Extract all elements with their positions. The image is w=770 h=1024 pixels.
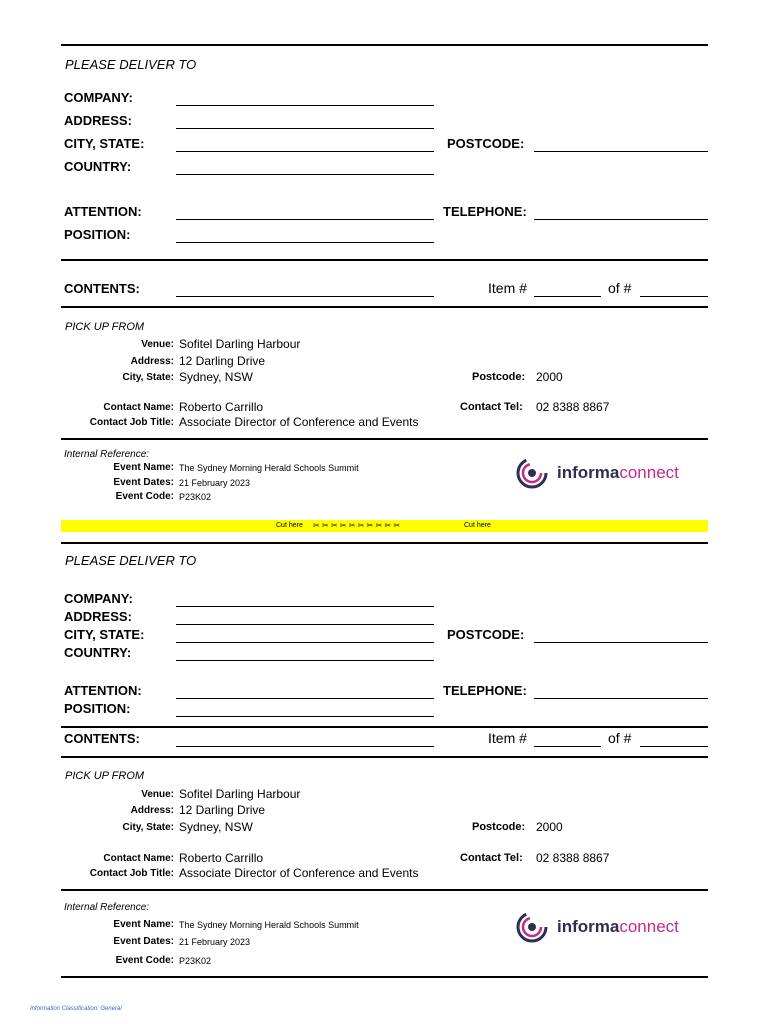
postcode-field[interactable] bbox=[534, 642, 708, 643]
logo-word-connect: connect bbox=[619, 917, 679, 936]
bottom-rule bbox=[61, 976, 708, 978]
postcode-label: POSTCODE: bbox=[447, 136, 525, 151]
pickup-city-label: City, State: bbox=[122, 372, 174, 383]
venue-label: Venue: bbox=[141, 339, 174, 350]
country-label: COUNTRY: bbox=[64, 159, 132, 174]
attention-field[interactable] bbox=[176, 219, 434, 220]
contact-title-value: Associate Director of Conference and Events bbox=[179, 415, 419, 429]
city-state-label: CITY, STATE: bbox=[64, 627, 145, 642]
venue-label: Venue: bbox=[141, 789, 174, 800]
event-code-label: Event Code: bbox=[115, 491, 174, 502]
postcode-field[interactable] bbox=[534, 151, 708, 152]
contents-label: CONTENTS: bbox=[64, 281, 140, 296]
divider bbox=[61, 259, 708, 261]
country-field[interactable] bbox=[176, 174, 434, 175]
event-name-label: Event Name: bbox=[113, 462, 174, 473]
country-field[interactable] bbox=[176, 660, 434, 661]
attention-label: ATTENTION: bbox=[64, 683, 142, 698]
attention-label: ATTENTION: bbox=[64, 204, 142, 219]
telephone-field[interactable] bbox=[534, 698, 708, 699]
telephone-label: TELEPHONE: bbox=[443, 683, 527, 698]
item-total-field[interactable] bbox=[640, 746, 708, 747]
item-label: Item # bbox=[488, 730, 527, 746]
contents-field[interactable] bbox=[176, 296, 434, 297]
company-field[interactable] bbox=[176, 606, 434, 607]
position-label: POSITION: bbox=[64, 701, 131, 716]
event-name-value: The Sydney Morning Herald Schools Summit bbox=[179, 920, 359, 930]
address-field[interactable] bbox=[176, 624, 434, 625]
pickup-address-label: Address: bbox=[130, 805, 174, 816]
company-label: COMPANY: bbox=[64, 591, 133, 606]
event-name-label: Event Name: bbox=[113, 919, 174, 930]
telephone-field[interactable] bbox=[534, 219, 708, 220]
cut-here-bar bbox=[61, 520, 708, 532]
item-label: Item # bbox=[488, 280, 527, 296]
cut-here-left: Cut here bbox=[276, 522, 303, 529]
contact-tel-value: 02 8388 8867 bbox=[536, 851, 610, 865]
attention-field[interactable] bbox=[176, 698, 434, 699]
pickup-title: PICK UP FROM bbox=[65, 770, 145, 782]
pickup-address-value: 12 Darling Drive bbox=[179, 803, 266, 817]
address-label: ADDRESS: bbox=[64, 609, 132, 624]
pickup-city-value: Sydney, NSW bbox=[179, 820, 253, 834]
address-field[interactable] bbox=[176, 128, 434, 129]
company-field[interactable] bbox=[176, 105, 434, 106]
pickup-address-label: Address: bbox=[130, 356, 174, 367]
logo-word-connect: connect bbox=[619, 463, 679, 482]
city-state-label: CITY, STATE: bbox=[64, 136, 145, 151]
divider bbox=[61, 756, 708, 758]
contact-tel-label: Contact Tel: bbox=[460, 401, 523, 413]
venue-value: Sofitel Darling Harbour bbox=[179, 787, 301, 801]
contact-title-label: Contact Job Title: bbox=[89, 417, 174, 428]
scissors-icon: ✂ ✂ ✂ ✂ ✂ ✂ ✂ ✂ ✂ ✂ bbox=[313, 521, 401, 530]
contents-field[interactable] bbox=[176, 746, 434, 747]
informa-connect-logo bbox=[515, 456, 679, 490]
pickup-city-value: Sydney, NSW bbox=[179, 370, 253, 384]
contact-tel-value: 02 8388 8867 bbox=[536, 400, 610, 414]
pickup-city-label: City, State: bbox=[122, 822, 174, 833]
event-code-label: Event Code: bbox=[115, 955, 174, 966]
contact-tel-label: Contact Tel: bbox=[460, 852, 523, 864]
logo-word-informa: informa bbox=[557, 917, 620, 936]
logo-mark-icon bbox=[515, 910, 551, 944]
event-dates-label: Event Dates: bbox=[113, 477, 174, 488]
deliver-to-title: PLEASE DELIVER TO bbox=[65, 57, 197, 72]
event-name-value: The Sydney Morning Herald Schools Summit bbox=[179, 463, 359, 473]
pickup-postcode-label: Postcode: bbox=[472, 371, 526, 383]
pickup-postcode-label: Postcode: bbox=[472, 821, 526, 833]
contact-name-label: Contact Name: bbox=[103, 402, 174, 413]
postcode-label: POSTCODE: bbox=[447, 627, 525, 642]
item-number-field[interactable] bbox=[534, 746, 601, 747]
pickup-title: PICK UP FROM bbox=[65, 321, 145, 333]
contact-title-value: Associate Director of Conference and Events bbox=[179, 866, 419, 880]
position-label: POSITION: bbox=[64, 227, 131, 242]
divider bbox=[61, 438, 708, 440]
event-code-value: P23K02 bbox=[179, 956, 212, 966]
cut-here-right: Cut here bbox=[464, 522, 491, 529]
deliver-to-title: PLEASE DELIVER TO bbox=[65, 553, 197, 568]
company-label: COMPANY: bbox=[64, 90, 133, 105]
internal-reference-title: Internal Reference: bbox=[64, 902, 150, 913]
logo-mark-icon bbox=[515, 456, 551, 490]
logo-word-informa: informa bbox=[557, 463, 620, 482]
pickup-postcode-value: 2000 bbox=[536, 820, 563, 834]
country-label: COUNTRY: bbox=[64, 645, 132, 660]
event-dates-value: 21 February 2023 bbox=[179, 937, 251, 947]
divider bbox=[61, 542, 708, 544]
event-dates-value: 21 February 2023 bbox=[179, 478, 251, 488]
contact-title-label: Contact Job Title: bbox=[89, 868, 174, 879]
venue-value: Sofitel Darling Harbour bbox=[179, 337, 301, 351]
city-state-field[interactable] bbox=[176, 642, 434, 643]
divider bbox=[61, 306, 708, 308]
contact-name-value: Roberto Carrillo bbox=[179, 400, 264, 414]
divider bbox=[61, 726, 708, 728]
address-label: ADDRESS: bbox=[64, 113, 132, 128]
event-dates-label: Event Dates: bbox=[113, 936, 174, 947]
pickup-postcode-value: 2000 bbox=[536, 370, 563, 384]
of-label: of # bbox=[608, 730, 632, 746]
position-field[interactable] bbox=[176, 242, 434, 243]
divider bbox=[61, 889, 708, 891]
contact-name-value: Roberto Carrillo bbox=[179, 851, 264, 865]
of-label: of # bbox=[608, 280, 632, 296]
classification-footer: Information Classification: General bbox=[30, 1006, 122, 1012]
city-state-field[interactable] bbox=[176, 151, 434, 152]
event-code-value: P23K02 bbox=[179, 492, 212, 502]
position-field[interactable] bbox=[176, 716, 434, 717]
item-number-field[interactable] bbox=[534, 296, 601, 297]
pickup-address-value: 12 Darling Drive bbox=[179, 354, 266, 368]
top-rule bbox=[61, 44, 708, 46]
contents-label: CONTENTS: bbox=[64, 731, 140, 746]
internal-reference-title: Internal Reference: bbox=[64, 449, 150, 460]
item-total-field[interactable] bbox=[640, 296, 708, 297]
telephone-label: TELEPHONE: bbox=[443, 204, 527, 219]
contact-name-label: Contact Name: bbox=[103, 853, 174, 864]
informa-connect-logo bbox=[515, 910, 679, 944]
